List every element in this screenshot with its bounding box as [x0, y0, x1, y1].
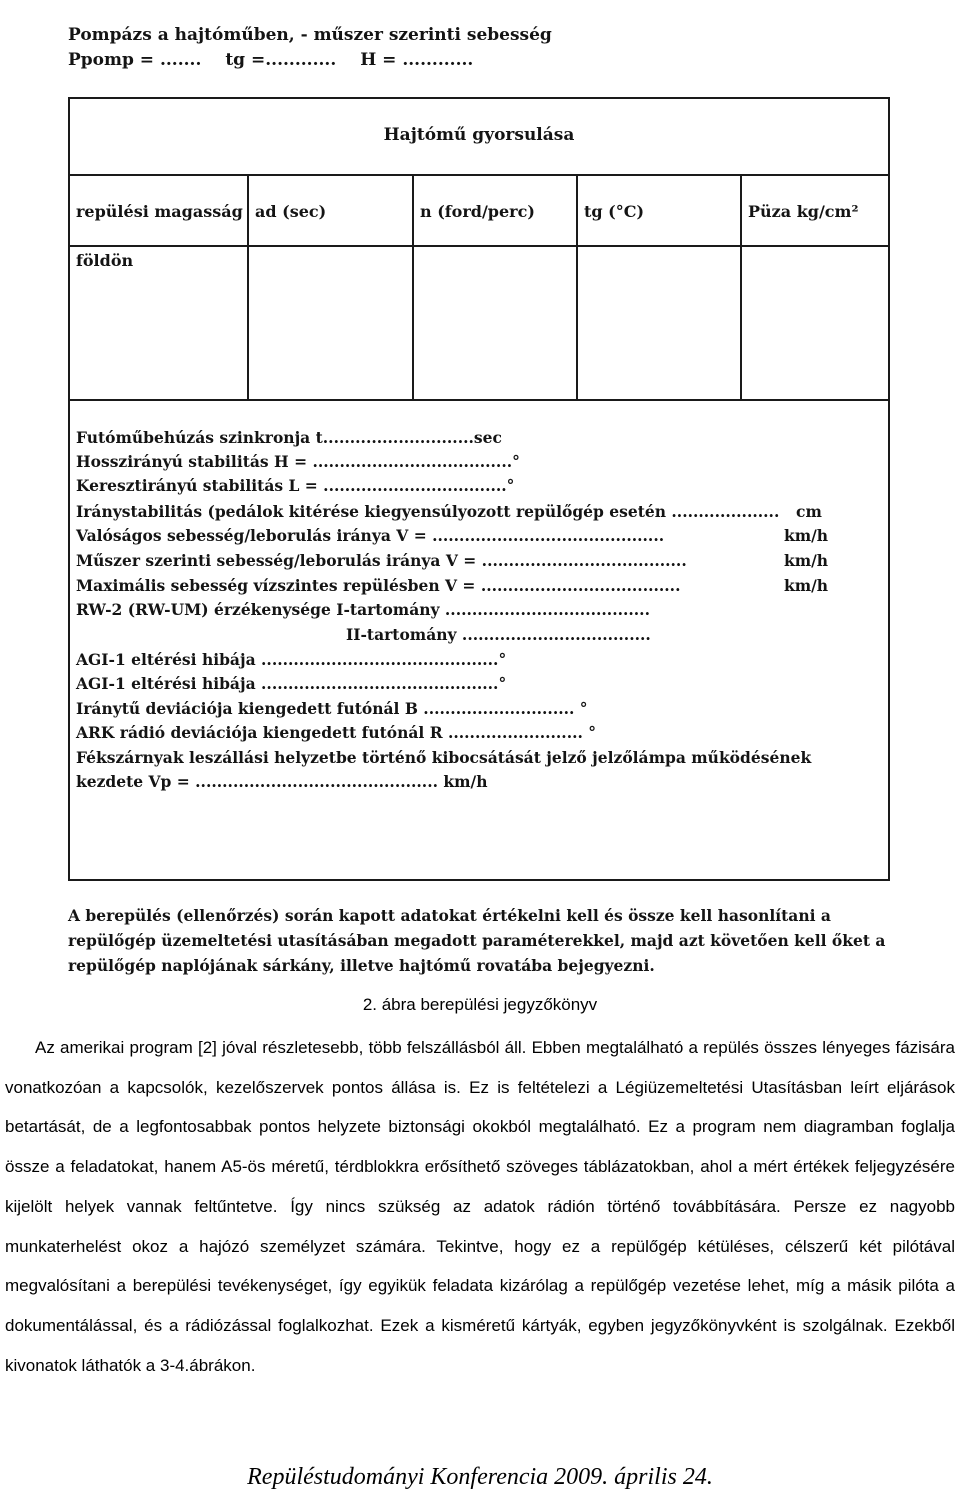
form-line: kezdete Vp = ............................................. km/h: [76, 772, 488, 791]
form-line: Futóműbehúzás szinkronja t............................sec: [76, 428, 502, 447]
form-note: repülőgép üzemeltetési utasításában megadott paraméterekkel, majd azt követően kell őket a: [68, 931, 886, 950]
form-line: ARK rádió deviációja kiengedett futónál R ......................... °: [76, 723, 597, 742]
form-line: Műszer szerinti sebesség/leborulás iránya V = ......................................: [76, 551, 687, 570]
figure-caption: 2. ábra berepülési jegyzőkönyv: [362, 995, 598, 1014]
ppomp-field: Ppomp = .......: [68, 50, 202, 70]
form-header-fields: [68, 50, 473, 70]
form-line: Valóságos sebesség/leborulás iránya V = ...........................................: [76, 526, 665, 545]
unit-label: cm: [796, 502, 822, 521]
table-column-line: [576, 176, 578, 401]
table-column-line: [412, 176, 414, 401]
form-line: Keresztirányú stabilitás L = ..................................°: [76, 476, 515, 495]
form-line: AGI-1 eltérési hibája ............................................°: [76, 650, 507, 669]
test-flight-form: [68, 97, 890, 881]
form-line: Fékszárnyak leszállási helyzetbe történő kibocsátását jelző jelzőlámpa működésének: [76, 748, 812, 767]
h-field: H = ............: [360, 50, 474, 70]
form-line: Iránytű deviációja kiengedett futónál B ............................ °: [76, 699, 588, 718]
table-column-line: [247, 176, 249, 401]
form-line: II-tartomány ...................................: [346, 625, 651, 644]
column-header-ad: ad (sec): [255, 202, 327, 221]
form-line: RW-2 (RW-UM) érzékenysége I-tartomány ......................................: [76, 600, 650, 619]
tg-field: tg =............: [225, 50, 337, 70]
column-header-altitude: repülési magasság: [76, 202, 243, 221]
form-line: Maximális sebesség vízszintes repülésben V = .....................................: [76, 576, 681, 595]
row-label-ground: földön: [76, 251, 134, 270]
form-line: AGI-1 eltérési hibája ............................................°: [76, 674, 507, 693]
column-header-pressure: Püza kg/cm²: [748, 202, 859, 221]
table-divider: [70, 174, 888, 176]
table-divider: [70, 399, 888, 401]
column-header-tg: tg (°C): [584, 202, 645, 221]
page-footer: Repüléstudományi Konferencia 2009. április 24.: [247, 1464, 713, 1490]
form-note: repülőgép naplójának sárkány, illetve hajtómű rovatába bejegyezni.: [68, 956, 655, 975]
form-header-title: Pompázs a hajtóműben, - műszer szerinti sebesség: [68, 25, 552, 45]
table-title: Hajtómű gyorsulása: [383, 125, 575, 145]
column-header-n: n (ford/perc): [420, 202, 535, 221]
form-note: A berepülés (ellenőrzés) során kapott adatokat értékelni kell és össze kell hasonlítani a: [68, 906, 831, 925]
body-paragraph: Az amerikai program [2] jóval részletesebb, több felszállásból áll. Ebben megtalálható a repülés összes lényeges fázisára vonatkozóan a kapcsolók, kezelőszervek pontos állása is. Ez is feltételezi a Légiüzemeltetési Utasításban leírt eljárások betartását, de a legfontosabbak pontos helyzete biztonsági okokból megtalálható. Ez a program nem diagramban foglalja össze a feladatokat, hanem A5-ös méretű, térdblokkra erősíthető szöveges táblázatokban, ahol a mért értékek feljegyzésére kijelölt helyek vannak feltűntetve. Így nincs szükség az adatok rádión történő továbbítására. Persze ez nagyobb munkaterhelést okoz a hajózó személyzet számára. Tekintve, hogy ez a repülőgép kétüléses, célszerű két pilótával megvalósítani a berepülési tevékenységet, így egyikük feladata kizárólag a repülőgép vezetése lehet, míg a másik pilóta a dokumentálással, és a rádiózással foglalkozhat. Ezek a kisméretű kártyák, egyben jegyzőkönyvként is szolgálnak. Ezekből kivonatok láthatók a 3-4.ábrákon.: [5, 1038, 955, 1375]
form-line: Hosszirányú stabilitás H = .....................................°: [76, 452, 520, 471]
form-line: Iránystabilitás (pedálok kitérése kiegyensúlyozott repülőgép esetén ....................: [76, 502, 780, 521]
table-divider: [70, 245, 888, 247]
table-column-line: [740, 176, 742, 401]
unit-label: km/h: [784, 551, 829, 570]
unit-label: km/h: [784, 576, 829, 595]
unit-label: km/h: [784, 526, 829, 545]
